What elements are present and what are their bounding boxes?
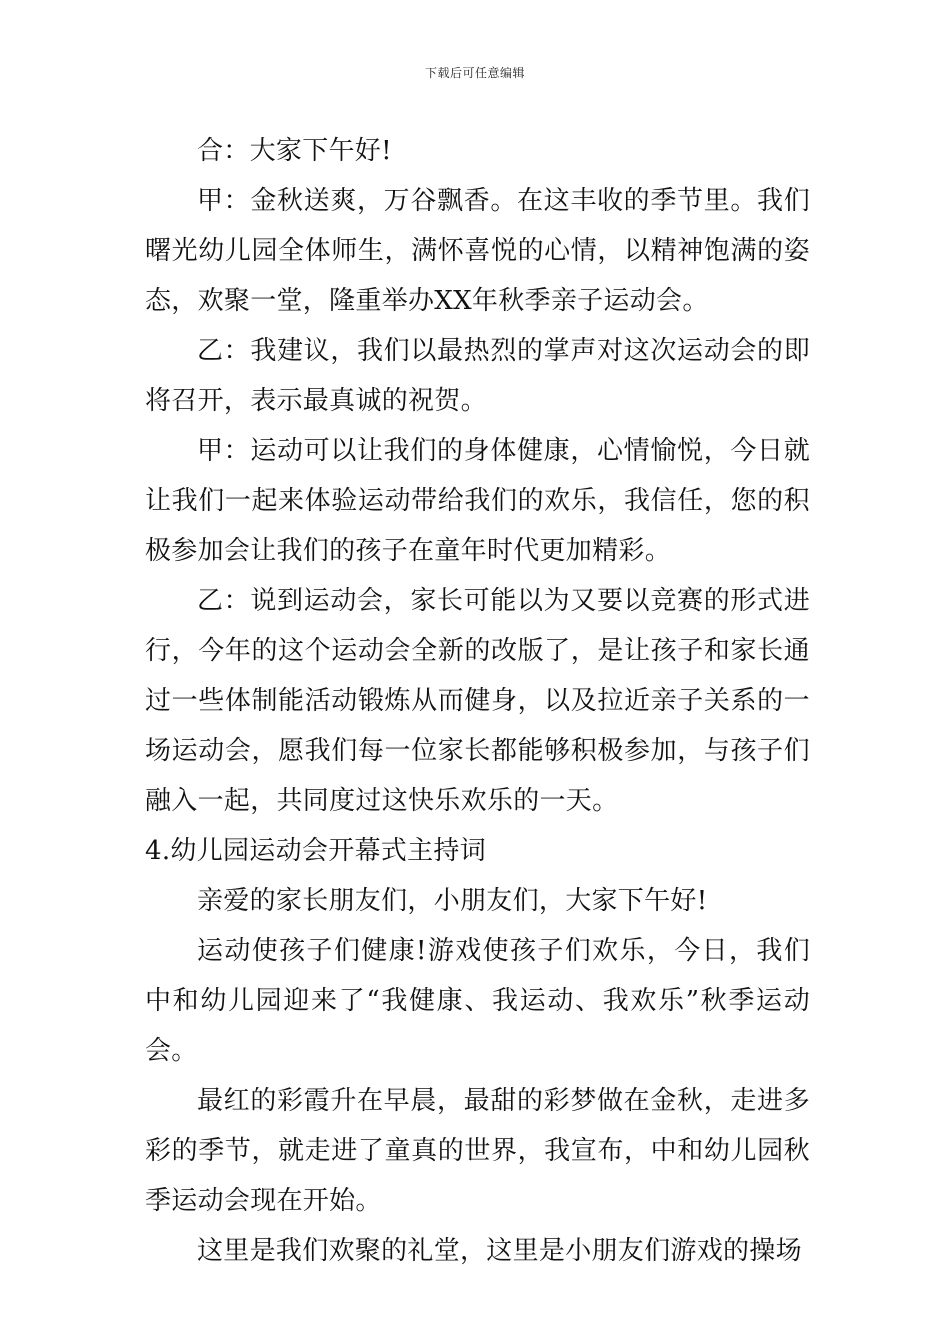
page-header: 下载后可任意编辑 [424,66,525,80]
paragraph-8: 最红的彩霞升在早晨，最甜的彩梦做在金秋，走进多彩的季节，就走进了童真的世界，我宣布，中和幼儿园秋季运动会现在开始。 [145,1086,810,1216]
document-body [145,126,810,1276]
paragraph-5: 乙：说到运动会，家长可能以为又要以竞赛的形式进行，今年的这个运动会全新的改版了，是让孩子和家长通过一些体制能活动锻炼从而健身，以及拉近亲子关系的一场运动会，愿我们每一位家长都能够积极参加，与孩子们融入一起，共同度过这快乐欢乐的一天。 [145,586,810,816]
paragraph-6: 亲爱的家长朋友们，小朋友们，大家下午好! [197,886,708,916]
paragraph-1: 合：大家下午好! [197,136,392,166]
paragraph-3: 乙：我建议，我们以最热烈的掌声对这次运动会的即将召开，表示最真诚的祝贺。 [145,336,810,416]
paragraph-2: 甲：金秋送爽，万谷飘香。在这丰收的季节里。我们曙光幼儿园全体师生，满怀喜悦的心情，以精神饱满的姿态，欢聚一堂，隆重举办XX年秋季亲子运动会。 [145,186,810,316]
paragraph-4: 甲：运动可以让我们的身体健康，心情愉悦，今日就让我们一起来体验运动带给我们的欢乐，我信任，您的积极参加会让我们的孩子在童年时代更加精彩。 [145,436,810,566]
paragraph-7: 运动使孩子们健康!游戏使孩子们欢乐，今日，我们中和幼儿园迎来了“我健康、我运动、我欢乐”秋季运动会。 [145,936,810,1066]
section-heading: 4.幼儿园运动会开幕式主持词 [145,836,487,866]
paragraph-9: 这里是我们欢聚的礼堂，这里是小朋友们游戏的操场 [197,1236,802,1266]
